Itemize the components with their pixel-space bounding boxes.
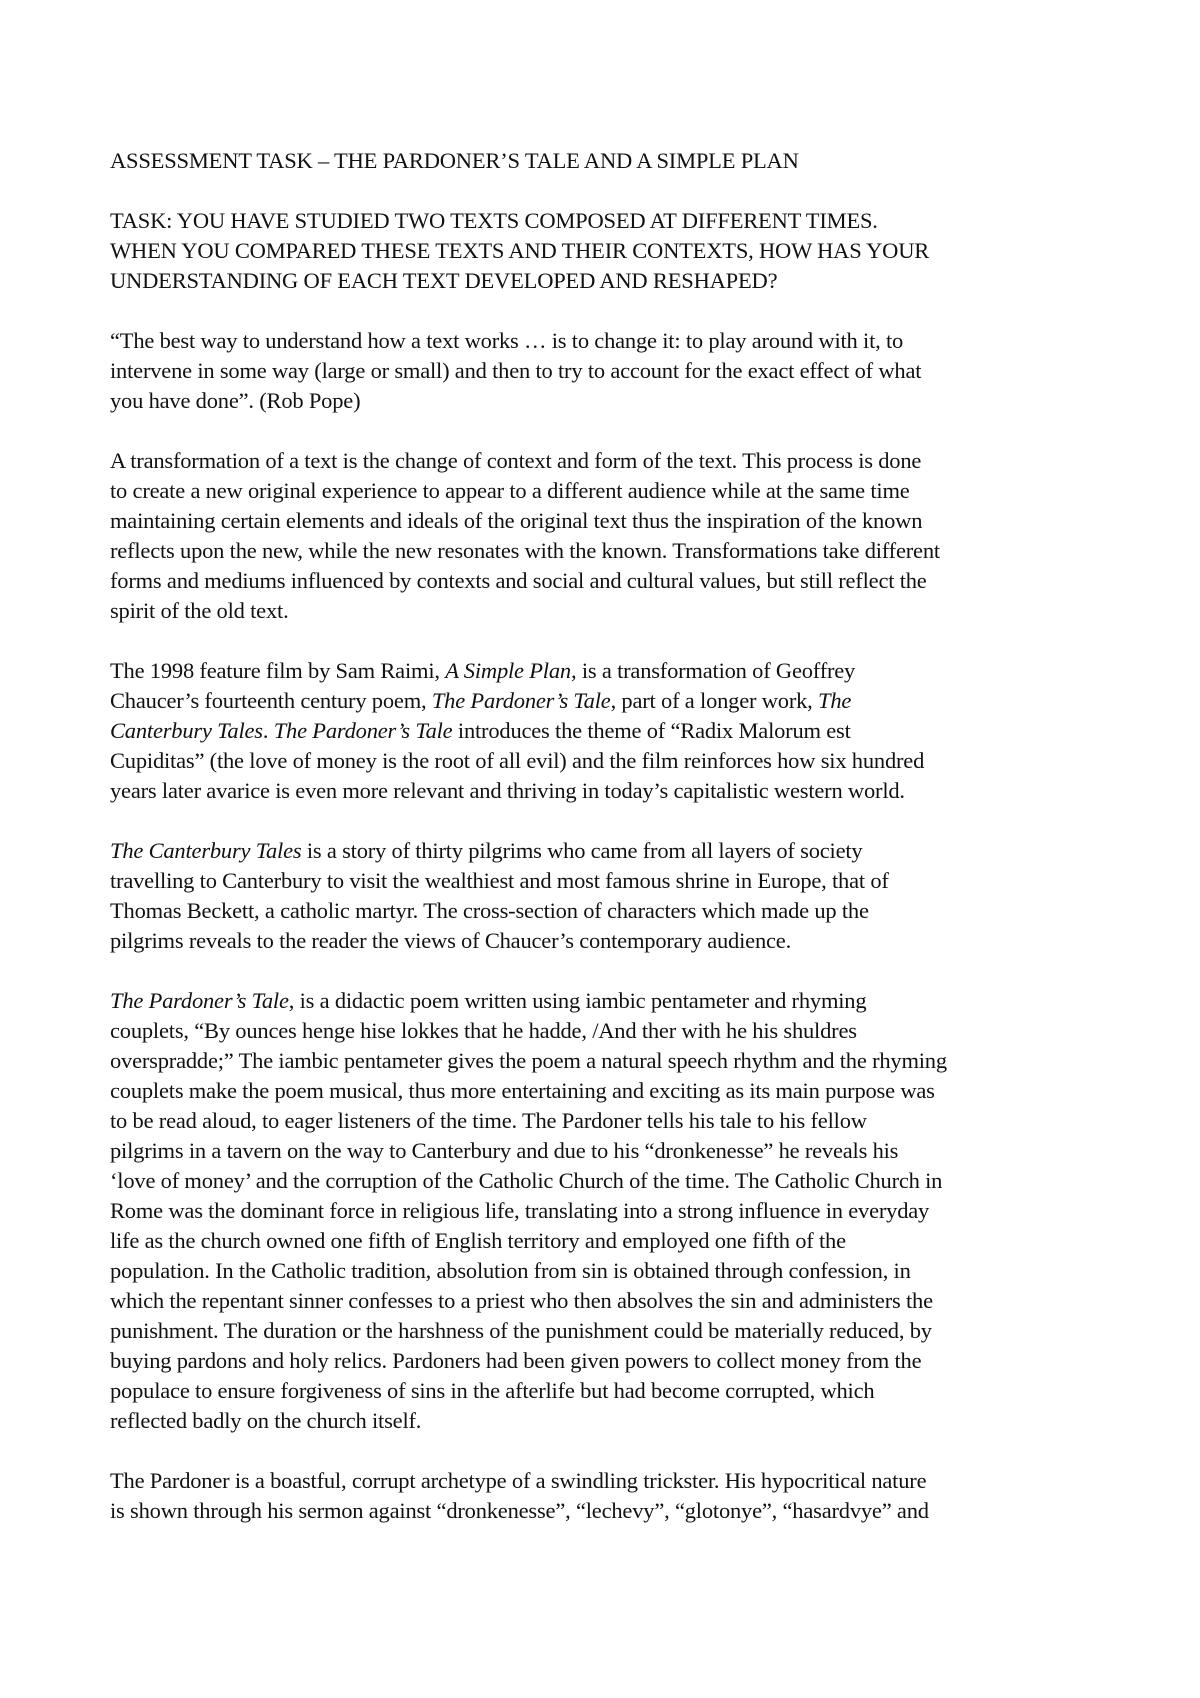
text-line xyxy=(110,836,1110,866)
text-line: ‘love of money’ and the corruption of the Catholic Church of the time. The Catholic Church in xyxy=(110,1168,943,1193)
title-canterbury-tales: The xyxy=(818,688,852,713)
text-run: The 1998 feature film by Sam Raimi, xyxy=(110,658,446,683)
text-run: . xyxy=(262,718,274,743)
text-line: The Pardoner is a boastful, corrupt archetype of a swindling trickster. His hypocritical nature xyxy=(110,1468,927,1493)
text-line xyxy=(110,656,1110,686)
document-body xyxy=(110,146,1110,1556)
task-line: UNDERSTANDING OF EACH TEXT DEVELOPED AND RESHAPED? xyxy=(110,268,778,293)
text-line: to be read aloud, to eager listeners of the time. The Pardoner tells his tale to his fellow xyxy=(110,1108,867,1133)
paragraph-pardoners-tale xyxy=(110,986,1110,1436)
text-line: is shown through his sermon against “dronkenesse”, “lechevy”, “glotonye”, “hasardvye” and xyxy=(110,1498,929,1523)
paragraph-transformation xyxy=(110,446,1110,626)
text-line: reflects upon the new, while the new resonates with the known. Transformations take different xyxy=(110,538,940,563)
title-pardoners-tale: The Pardoner’s Tale xyxy=(273,718,453,743)
paragraph-canterbury xyxy=(110,836,1110,956)
heading-line: ASSESSMENT TASK – THE PARDONER’S TALE AND A SIMPLE PLAN xyxy=(110,148,799,173)
text-line: Cupiditas” (the love of money is the root of all evil) and the film reinforces how six hundred xyxy=(110,748,925,773)
task-statement xyxy=(110,206,1110,296)
text-line: A transformation of a text is the change of context and form of the text. This process is done xyxy=(110,448,922,473)
text-run: Chaucer’s fourteenth century poem, xyxy=(110,688,432,713)
text-line: pilgrims reveals to the reader the views of Chaucer’s contemporary audience. xyxy=(110,928,791,953)
text-line: life as the church owned one fifth of English territory and employed one fifth of the xyxy=(110,1228,846,1253)
quote-line: “The best way to understand how a text works … is to change it: to play around with it, to xyxy=(110,328,904,353)
text-line: reflected badly on the church itself. xyxy=(110,1408,422,1433)
title-canterbury-tales: The Canterbury Tales xyxy=(110,838,302,863)
quote-line: you have done”. (Rob Pope) xyxy=(110,388,361,413)
text-line: populace to ensure forgiveness of sins in the afterlife but had become corrupted, which xyxy=(110,1378,875,1403)
text-run: , is a didactic poem written using iambic pentameter and rhyming xyxy=(288,988,867,1013)
title-pardoners-tale: The Pardoner’s Tale xyxy=(431,688,611,713)
assessment-heading xyxy=(110,146,1110,176)
text-line: couplets, “By ounces henge hise lokkes that he hadde, /And ther with he his shuldres xyxy=(110,1018,857,1043)
paragraph-film xyxy=(110,656,1110,806)
paragraph-pardoner-character xyxy=(110,1466,1110,1526)
text-line xyxy=(110,716,1110,746)
quote-line: intervene in some way (large or small) and then to try to account for the exact effect of what xyxy=(110,358,922,383)
text-line: buying pardons and holy relics. Pardoners had been given powers to collect money from the xyxy=(110,1348,922,1373)
text-line: spirit of the old text. xyxy=(110,598,289,623)
text-line: years later avarice is even more relevant and thriving in today’s capitalistic western world. xyxy=(110,778,905,803)
text-run: introduces the theme of “Radix Malorum est xyxy=(452,718,851,743)
text-run: is a story of thirty pilgrims who came from all layers of society xyxy=(301,838,863,863)
text-run: , part of a longer work, xyxy=(610,688,819,713)
text-line xyxy=(110,686,1110,716)
text-line: forms and mediums influenced by contexts and social and cultural values, but still reflect the xyxy=(110,568,927,593)
title-pardoners-tale: The Pardoner’s Tale xyxy=(110,988,289,1013)
title-a-simple-plan: A Simple Plan xyxy=(445,658,571,683)
epigraph-quote xyxy=(110,326,1110,416)
title-canterbury-tales: Canterbury Tales xyxy=(110,718,263,743)
text-line: population. In the Catholic tradition, absolution from sin is obtained through confession, in xyxy=(110,1258,911,1283)
text-line: to create a new original experience to appear to a different audience while at the same time xyxy=(110,478,910,503)
text-line: travelling to Canterbury to visit the wealthiest and most famous shrine in Europe, that of xyxy=(110,868,889,893)
text-line: overspradde;” The iambic pentameter gives the poem a natural speech rhythm and the rhyming xyxy=(110,1048,947,1073)
text-line: Rome was the dominant force in religious life, translating into a strong influence in everyday xyxy=(110,1198,930,1223)
task-line: WHEN YOU COMPARED THESE TEXTS AND THEIR CONTEXTS, HOW HAS YOUR xyxy=(110,238,930,263)
text-line: punishment. The duration or the harshness of the punishment could be materially reduced, by xyxy=(110,1318,932,1343)
text-line: which the repentant sinner confesses to a priest who then absolves the sin and administers the xyxy=(110,1288,933,1313)
text-line: Thomas Beckett, a catholic martyr. The cross-section of characters which made up the xyxy=(110,898,869,923)
text-line: pilgrims in a tavern on the way to Canterbury and due to his “dronkenesse” he reveals his xyxy=(110,1138,899,1163)
text-line: maintaining certain elements and ideals of the original text thus the inspiration of the known xyxy=(110,508,923,533)
text-line xyxy=(110,986,1110,1016)
text-run: , is a transformation of Geoffrey xyxy=(570,658,856,683)
task-line: TASK: YOU HAVE STUDIED TWO TEXTS COMPOSED AT DIFFERENT TIMES. xyxy=(110,208,878,233)
text-line: couplets make the poem musical, thus more entertaining and exciting as its main purpose was xyxy=(110,1078,935,1103)
